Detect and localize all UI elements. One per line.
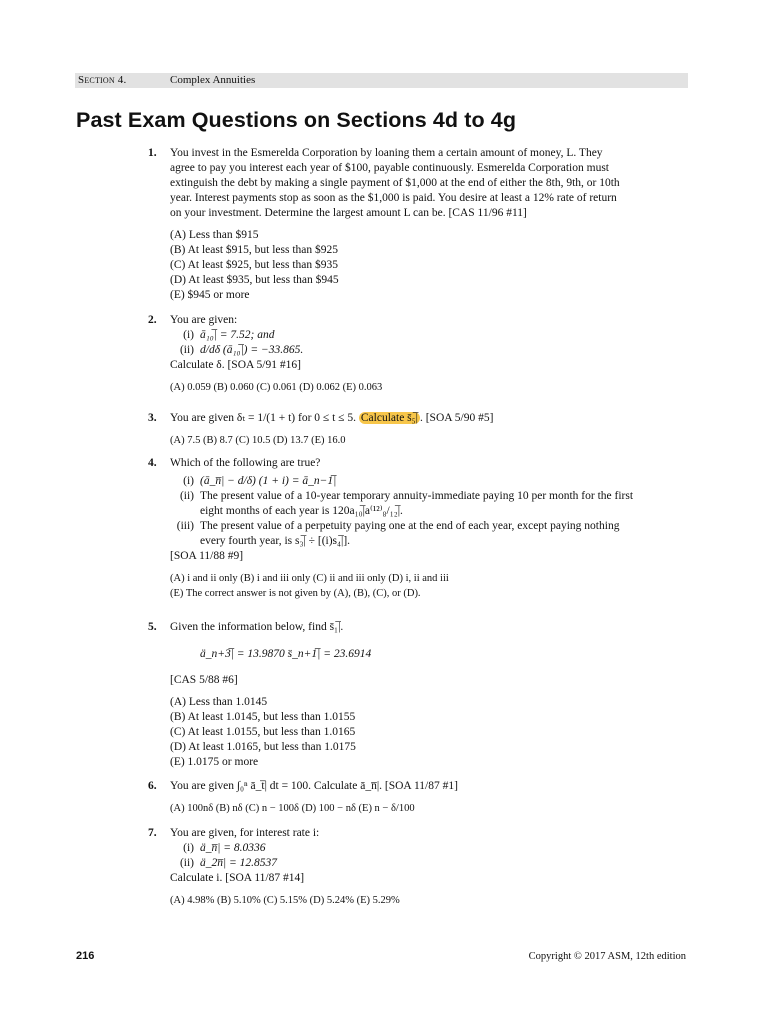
question-intro: You are given, for interest rate i: <box>170 827 320 839</box>
question-2 <box>148 313 688 395</box>
question-7 <box>148 826 688 908</box>
question-outro: Calculate i. [SOA 11/87 #14] <box>170 872 305 884</box>
answer-option: (B) At least $915, but less than $925 <box>170 244 339 256</box>
question-text-line: on your investment. Determine the largest amount L can be. [CAS 11/96 #11] <box>170 207 527 219</box>
question-text-line: You invest in the Esmerelda Corporation by loaning them a certain amount of money, L. They <box>170 147 603 159</box>
answer-option: (E) $945 or more <box>170 289 250 301</box>
answer-option: (E) 1.0175 or more <box>170 756 259 768</box>
given-item: (ii) ä_2n̅| = 12.8537 <box>179 857 278 869</box>
answer-option: (B) At least 1.0145, but less than 1.0155 <box>170 711 356 723</box>
statement-item: (i) (ā_n̅| − d/δ) (1 + i) = ā_n−1̅| <box>183 475 337 487</box>
question-4 <box>148 456 688 601</box>
question-intro: Which of the following are true? <box>170 457 321 469</box>
question-intro: Given the information below, find s̄₁̅|. <box>170 621 344 633</box>
question-intro: You are given: <box>170 314 238 326</box>
question-5 <box>148 620 688 770</box>
page-number: 216 <box>76 950 95 962</box>
question-outro: Calculate δ. [SOA 5/91 #16] <box>170 359 301 371</box>
question-text: You are given ∫₀ⁿ ā_t̅| dt = 100. Calculate ā_n̅|. [SOA 11/87 #1] <box>170 780 458 792</box>
given-item: (ii) d/dδ (ā₁₀̅|) = −33.865. <box>179 344 304 356</box>
question-number: 7. <box>148 827 157 839</box>
question-text-line: year. Interest payments stop as soon as the $1,000 is paid. You desire at least a 12% rate of return <box>170 192 617 204</box>
answer-option: (A) Less than $915 <box>170 229 259 241</box>
question-text-line: agree to pay you interest each year of $100, payable continuously. Esmerelda Corporation must <box>170 162 609 174</box>
question-number: 5. <box>148 621 157 633</box>
highlighted-text: Calculate s̄₅̅| <box>360 412 418 424</box>
copyright-notice: Copyright © 2017 ASM, 12th edition <box>528 951 686 962</box>
statement-item: (ii) The present value of a 10-year temporary annuity-immediate paying 10 per month for the first <box>179 490 634 502</box>
answer-options: (A) 7.5 (B) 8.7 (C) 10.5 (D) 13.7 (E) 16.0 <box>170 435 346 446</box>
statement-item: eight months of each year is 120a₁₀̅|a⁽¹²⁾₈/₁₂̅|. <box>200 505 403 517</box>
answer-option: (D) At least $935, but less than $945 <box>170 274 339 286</box>
answer-option: (D) At least 1.0165, but less than 1.0175 <box>170 741 356 753</box>
answer-option: (C) At least 1.0155, but less than 1.0165 <box>170 726 356 738</box>
given-equation: ä_n+3̅| = 13.9870 s̈_n+1̅| = 23.6914 <box>200 648 372 660</box>
answer-option: (A) Less than 1.0145 <box>170 696 268 708</box>
statement-item: every fourth year, is s₃̅| ÷ [(i)s₄̅|]. <box>200 535 351 547</box>
question-3 <box>148 411 688 448</box>
answer-options: (A) 100nδ (B) nδ (C) n − 100δ (D) 100 − nδ (E) n − δ/100 <box>170 803 415 814</box>
given-item: (i) ā₁₀̅| = 7.52; and <box>183 329 275 341</box>
page-title: Past Exam Questions on Sections 4d to 4g <box>76 108 517 132</box>
question-text: You are given δₜ = 1/(1 + t) for 0 ≤ t ≤ 5. Calculate s̄₅̅| . [SOA 5/90 #5] <box>170 412 494 424</box>
question-number: 6. <box>148 780 157 792</box>
question-number: 4. <box>148 457 157 469</box>
section-label: Section 4. <box>78 74 127 86</box>
answer-option: (C) At least $925, but less than $935 <box>170 259 339 271</box>
chapter-title: Complex Annuities <box>170 74 256 86</box>
question-1 <box>148 146 688 303</box>
answer-options: (A) i and ii only (B) i and iii only (C) ii and iii only (D) i, ii and iii <box>170 573 449 584</box>
statement-item: (iii) The present value of a perpetuity paying one at the end of each year, except paying nothing <box>176 520 620 532</box>
question-6 <box>148 779 688 816</box>
question-text-line: extinguish the debt by making a single payment of $1,000 at the end of either the 8th, 9th, or 10th <box>170 177 620 189</box>
question-number: 2. <box>148 314 157 326</box>
answer-options: (A) 4.98% (B) 5.10% (C) 5.15% (D) 5.24% (E) 5.29% <box>170 895 400 906</box>
question-outro: [CAS 5/88 #6] <box>170 674 238 686</box>
answer-options: (E) The correct answer is not given by (A), (B), (C), or (D). <box>170 588 421 599</box>
answer-options: (A) 0.059 (B) 0.060 (C) 0.061 (D) 0.062 (E) 0.063 <box>170 382 383 393</box>
question-number: 1. <box>148 147 157 159</box>
question-number: 3. <box>148 412 157 424</box>
running-header <box>75 73 688 88</box>
question-outro: [SOA 11/88 #9] <box>170 550 244 562</box>
given-item: (i) ä_n̅| = 8.0336 <box>183 842 266 854</box>
